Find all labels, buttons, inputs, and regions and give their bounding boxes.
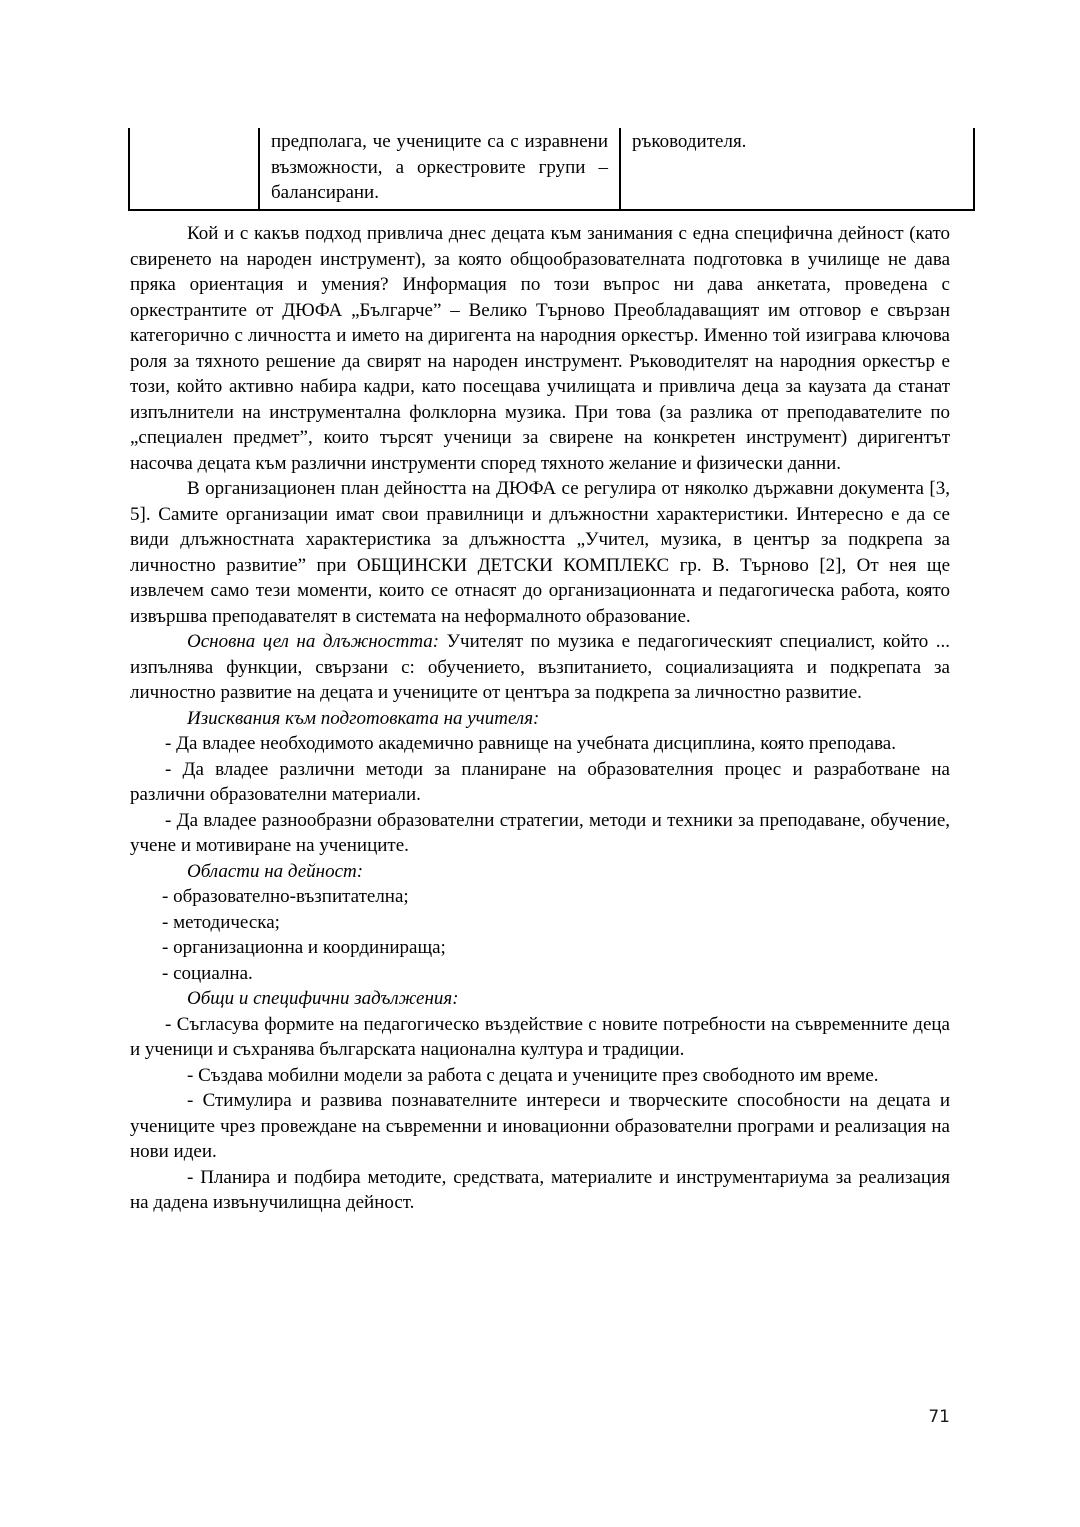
- paragraph-italic-lead: Основна цел на длъжността:: [187, 631, 440, 652]
- bullet-item: - Да владее необходимото академично равнище на учебната дисциплина, която преподава.: [165, 733, 896, 754]
- section-heading: Общи и специфични задължения:: [187, 988, 459, 1009]
- list-item: - социална.: [162, 962, 253, 984]
- paragraph: [130, 629, 950, 706]
- paragraph-text: Учителят по музика е педагогическият специалист, който ... изпълнява функции, свързани с: обучението, възпитанието, социализацията и подкрепата за личностно развитие на децата и учениците от центъра за подкрепа за личностно развитие.: [130, 631, 950, 703]
- bullet-item: - Създава мобилни модели за работа с децата и учениците през свободното им време.: [187, 1064, 879, 1086]
- body-text: [130, 221, 950, 1216]
- bullet-item: - Стимулира и развива познавателните интереси и творческите способности на децата и учениците чрез провеждане на съвременни и иновационни образователни програми и реализация на нови идеи.: [130, 1090, 950, 1162]
- list-item: - организационна и координираща;: [162, 937, 446, 958]
- table-cell-empty: [128, 128, 258, 209]
- table-cell-text: предполага, че учениците са с изравнени възможности, а оркестровите групи – балансирани.: [258, 128, 619, 209]
- list-item: - образователно-възпитателна;: [162, 886, 409, 907]
- bullet-item: - Да владее различни методи за планиране на образователния процес и разработване на различни образователни материали.: [130, 758, 950, 805]
- paragraph: В организационен план дейността на ДЮФА се регулира от няколко държавни документа [3, 5]. Самите организации имат свои правилници и длъжностни характеристики. Интересно е да се види длъжностната характеристика за длъжността „Учител, музика, в център за подкрепа за личностно развитие” при ОБЩИНСКИ ДЕТСКИ КОМПЛЕКС гр. В. Търново [2], От нея ще извлечем само тези моменти, които се отнасят до организационната и педагогическа работа, която извършва преподавателят в системата на неформалното образование.: [130, 478, 950, 627]
- list-item: - методическа;: [162, 911, 280, 933]
- bullet-item: - Съгласува формите на педагогическо въздействие с новите потребности на съвременните деца и ученици и съхранява българската национална култура и традиции.: [130, 1013, 950, 1060]
- paragraph: Кой и с какъв подход привлича днес децата към занимания с една специфична дейност (като свиренето на народен инструмент), за която общообразователната подготовка в училище не дава пряка ориентация и умения? Информация по този въпрос ни дава анкетата, проведена с оркестрантите от ДЮФА „Българче” – Велико Търново Преобладаващият им отговор е свързан категорично с личността и името на диригента на народния оркестър. Именно той изиграва ключова роля за тяхното решение да свирят на народен инструмент. Ръководителят на народния оркестър е този, който активно набира кадри, като посещава училищата и привлича деца за каузата да станат изпълнители на инструментална фолклорна музика. При това (за разлика от преподавателите по „специален предмет”, които търсят ученици за свирене на конкретен инструмент) диригентът насочва децата към различни инструменти според тяхното желание и физически данни.: [130, 223, 950, 474]
- table-fragment: [128, 128, 975, 211]
- table-cell-text: ръководителя.: [619, 128, 975, 209]
- page-number: 71: [928, 1407, 950, 1427]
- bullet-item: - Да владее разнообразни образователни стратегии, методи и техники за преподаване, обучение, учене и мотивиране на учениците.: [130, 809, 950, 856]
- bullet-item: - Планира и подбира методите, средствата, материалите и инструментариума за реализация на дадена извънучилищна дейност.: [130, 1166, 950, 1213]
- section-heading: Изисквания към подготовката на учителя:: [187, 707, 540, 729]
- section-heading: Области на дейност:: [187, 860, 364, 882]
